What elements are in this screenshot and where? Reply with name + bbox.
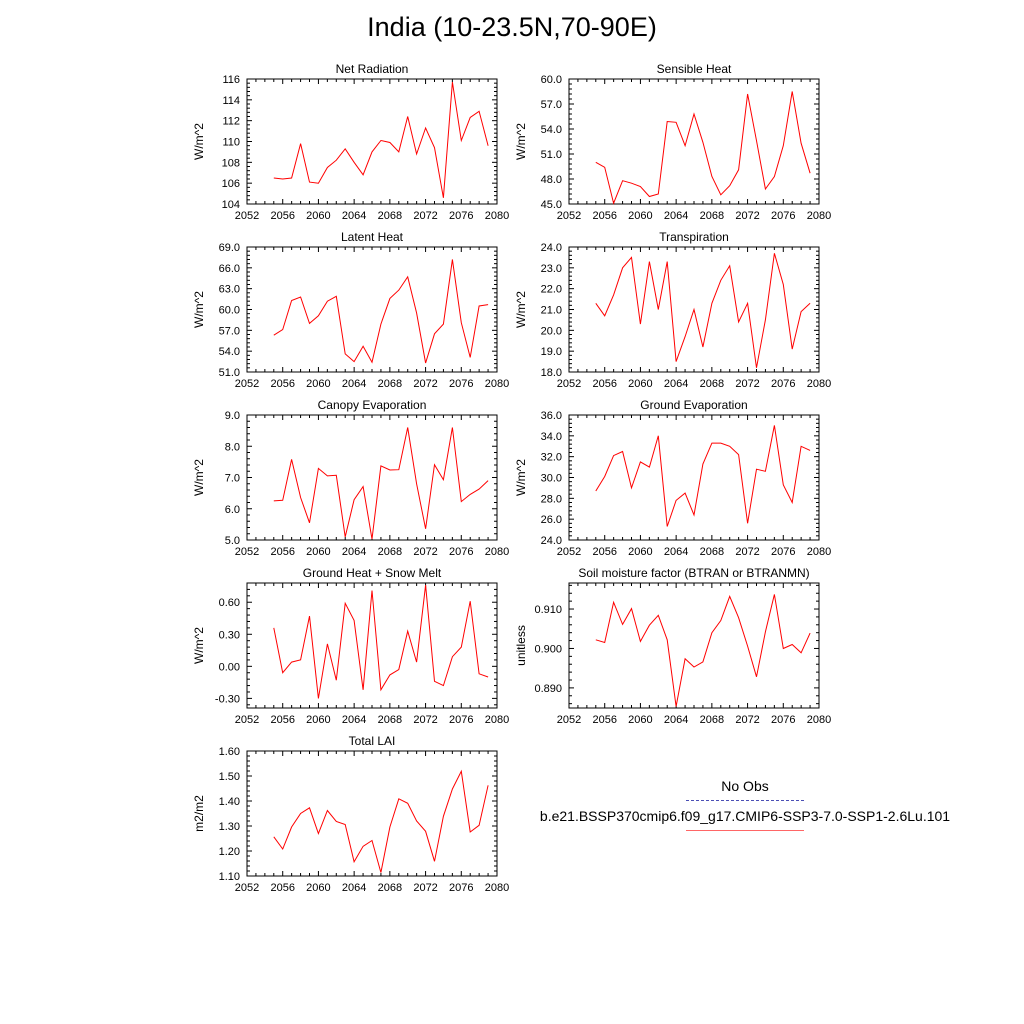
x-tick-label: 2056 (270, 714, 295, 726)
x-tick-label: 2064 (341, 378, 367, 390)
series-line (274, 771, 488, 872)
series-line (274, 260, 488, 364)
y-axis-label: unitless (514, 625, 528, 666)
series-line (274, 82, 488, 198)
x-tick-label: 2064 (663, 210, 689, 222)
x-tick-label: 2052 (234, 714, 260, 726)
x-tick-label: 2060 (628, 546, 653, 558)
figure-title: India (10-23.5N,70-90E) (367, 12, 657, 42)
y-tick-label: 45.0 (540, 199, 562, 211)
x-tick-label: 2076 (449, 546, 474, 558)
x-tick-label: 2072 (413, 882, 438, 894)
y-tick-label: 51.0 (218, 367, 240, 379)
x-tick-label: 2064 (663, 714, 689, 726)
series-line (596, 425, 810, 526)
x-tick-label: 2060 (306, 882, 331, 894)
y-tick-label: 0.900 (534, 643, 562, 656)
x-tick-label: 2076 (449, 210, 474, 222)
x-tick-label: 2052 (556, 378, 582, 390)
series-line (274, 585, 488, 698)
x-tick-label: 2072 (735, 210, 760, 222)
x-tick-label: 2076 (771, 378, 796, 390)
y-tick-label: 0.30 (218, 629, 240, 642)
y-tick-label: 30.0 (540, 472, 562, 485)
panel-ground-evaporation (514, 398, 831, 558)
y-tick-label: 0.60 (218, 597, 240, 610)
x-tick-label: 2072 (735, 714, 760, 726)
y-tick-label: 1.60 (218, 746, 240, 758)
x-tick-label: 2052 (556, 210, 582, 222)
x-tick-label: 2072 (413, 378, 438, 390)
plot-frame (247, 583, 497, 708)
y-tick-label: 104 (221, 199, 240, 211)
x-tick-label: 2076 (449, 882, 474, 894)
x-tick-label: 2080 (806, 378, 832, 390)
x-tick-label: 2076 (771, 546, 796, 558)
x-tick-label: 2080 (806, 714, 832, 726)
y-tick-label: 19.0 (540, 346, 562, 359)
y-tick-label: 0.890 (534, 682, 562, 695)
y-axis-label: W/m^2 (192, 291, 206, 328)
y-tick-label: 114 (222, 94, 240, 107)
x-tick-label: 2056 (270, 378, 295, 390)
y-tick-label: 108 (221, 157, 240, 170)
x-tick-label: 2080 (806, 210, 832, 222)
x-tick-label: 2060 (306, 378, 331, 390)
y-tick-label: 22.0 (540, 283, 562, 296)
y-tick-label: 9.0 (224, 410, 240, 422)
y-tick-label: 54.0 (218, 346, 240, 359)
x-tick-label: 2072 (413, 210, 438, 222)
x-tick-label: 2064 (663, 546, 689, 558)
y-tick-label: 28.0 (540, 493, 562, 506)
y-tick-label: 110 (222, 136, 240, 149)
x-tick-label: 2064 (341, 882, 367, 894)
y-tick-label: 18.0 (540, 367, 562, 379)
y-tick-label: 66.0 (218, 262, 240, 275)
series-line (596, 253, 810, 367)
y-tick-label: 106 (221, 178, 240, 191)
y-tick-label: 57.0 (540, 99, 562, 111)
panel-title: Soil moisture factor (BTRAN or BTRANMN) (578, 566, 810, 580)
legend-obs-swatch (686, 800, 804, 801)
panel-title: Sensible Heat (656, 62, 732, 76)
x-tick-label: 2080 (484, 378, 510, 390)
x-tick-label: 2056 (592, 378, 617, 390)
x-tick-label: 2068 (377, 882, 403, 894)
x-tick-label: 2072 (735, 378, 760, 390)
x-tick-label: 2068 (699, 378, 725, 390)
x-tick-label: 2068 (699, 210, 725, 222)
y-tick-label: 48.0 (540, 174, 562, 186)
panel-sensible-heat (514, 62, 831, 222)
y-tick-label: 60.0 (540, 74, 562, 86)
x-tick-label: 2068 (699, 546, 725, 558)
x-tick-label: 2052 (556, 546, 582, 558)
x-tick-label: 2052 (556, 714, 582, 726)
x-tick-label: 2060 (306, 546, 331, 558)
panel-soil-moisture-factor-btran-or-btranmn (514, 566, 831, 726)
x-tick-label: 2052 (234, 882, 260, 894)
y-tick-label: 0.00 (218, 661, 240, 674)
y-axis-label: m2/m2 (192, 795, 206, 832)
y-tick-label: 116 (222, 74, 240, 86)
panel-title: Transpiration (659, 230, 729, 244)
x-tick-label: 2060 (306, 714, 331, 726)
y-tick-label: 21.0 (540, 304, 562, 317)
panel-canopy-evaporation (192, 398, 509, 558)
panel-title: Latent Heat (340, 230, 404, 244)
x-tick-label: 2056 (592, 210, 617, 222)
y-tick-label: 69.0 (218, 242, 240, 254)
x-tick-label: 2072 (413, 546, 438, 558)
x-tick-label: 2068 (377, 210, 403, 222)
y-tick-label: 1.40 (218, 796, 240, 808)
y-tick-label: 57.0 (218, 325, 240, 338)
y-tick-label: -0.30 (214, 693, 240, 706)
y-tick-label: 1.50 (218, 771, 240, 783)
y-tick-label: 26.0 (540, 514, 562, 527)
x-tick-label: 2064 (341, 546, 367, 558)
y-tick-label: 7.0 (224, 472, 240, 485)
panel-title: Total LAI (348, 734, 396, 748)
x-tick-label: 2064 (663, 378, 689, 390)
x-tick-label: 2076 (449, 714, 474, 726)
y-tick-label: 1.30 (218, 821, 240, 833)
y-tick-label: 20.0 (540, 325, 562, 338)
x-tick-label: 2068 (377, 378, 403, 390)
x-tick-label: 2056 (270, 882, 295, 894)
x-tick-label: 2080 (484, 210, 510, 222)
x-tick-label: 2068 (377, 714, 403, 726)
y-axis-label: W/m^2 (514, 459, 528, 496)
panel-title: Ground Evaporation (640, 398, 748, 412)
series-line (274, 428, 488, 540)
panel-title: Net Radiation (335, 62, 409, 76)
x-tick-label: 2056 (592, 714, 617, 726)
x-tick-label: 2076 (771, 714, 796, 726)
y-axis-label: W/m^2 (192, 459, 206, 496)
x-tick-label: 2076 (771, 210, 796, 222)
panel-transpiration (514, 230, 831, 390)
plot-frame (569, 583, 819, 708)
x-tick-label: 2080 (484, 714, 510, 726)
x-tick-label: 2076 (449, 378, 474, 390)
x-tick-label: 2052 (234, 210, 260, 222)
x-tick-label: 2060 (628, 210, 653, 222)
y-tick-label: 34.0 (540, 430, 562, 443)
x-tick-label: 2064 (341, 210, 367, 222)
y-tick-label: 54.0 (540, 124, 562, 136)
y-tick-label: 24.0 (540, 535, 562, 547)
y-tick-label: 6.0 (224, 503, 240, 516)
y-axis-label: W/m^2 (192, 627, 206, 664)
panel-title: Canopy Evaporation (317, 398, 427, 412)
plot-frame (247, 751, 497, 876)
y-tick-label: 36.0 (540, 410, 562, 422)
y-tick-label: 24.0 (540, 242, 562, 254)
panel-net-radiation (192, 62, 509, 222)
y-tick-label: 51.0 (540, 149, 562, 161)
x-tick-label: 2056 (270, 546, 295, 558)
series-line (596, 594, 810, 706)
y-tick-label: 60.0 (218, 304, 240, 317)
legend-case-label: b.e21.BSSP370cmip6.f09_g17.CMIP6-SSP3-7.0-SSP1-2.6Lu.101 (539, 808, 951, 824)
x-tick-label: 2052 (234, 378, 260, 390)
y-tick-label: 8.0 (224, 441, 240, 454)
x-tick-label: 2072 (735, 546, 760, 558)
y-tick-label: 0.910 (534, 604, 562, 617)
x-tick-label: 2064 (341, 714, 367, 726)
y-axis-label: W/m^2 (514, 291, 528, 328)
panel-total-lai (192, 734, 509, 894)
y-tick-label: 32.0 (540, 451, 562, 464)
x-tick-label: 2068 (377, 546, 403, 558)
panel-ground-heat-snow-melt (192, 566, 509, 726)
legend-obs-label: No Obs (721, 778, 769, 794)
x-tick-label: 2056 (592, 546, 617, 558)
y-tick-label: 1.20 (218, 846, 240, 858)
x-tick-label: 2060 (306, 210, 331, 222)
y-tick-label: 63.0 (218, 283, 240, 296)
y-axis-label: W/m^2 (192, 123, 206, 160)
y-tick-label: 5.0 (224, 535, 240, 547)
plot-frame (569, 79, 819, 204)
y-tick-label: 112 (222, 115, 240, 128)
plot-frame (247, 79, 497, 204)
plot-frame (569, 415, 819, 540)
x-tick-label: 2068 (699, 714, 725, 726)
x-tick-label: 2060 (628, 714, 653, 726)
y-tick-label: 23.0 (540, 262, 562, 275)
legend-case-swatch (686, 830, 804, 831)
x-tick-label: 2052 (234, 546, 260, 558)
x-tick-label: 2080 (806, 546, 832, 558)
x-tick-label: 2060 (628, 378, 653, 390)
y-tick-label: 1.10 (218, 871, 240, 883)
x-tick-label: 2080 (484, 882, 510, 894)
panel-title: Ground Heat + Snow Melt (302, 566, 442, 580)
panel-latent-heat (192, 230, 509, 390)
plot-frame (247, 415, 497, 540)
x-tick-label: 2056 (270, 210, 295, 222)
x-tick-label: 2072 (413, 714, 438, 726)
y-axis-label: W/m^2 (514, 123, 528, 160)
x-tick-label: 2080 (484, 546, 510, 558)
series-line (596, 92, 810, 204)
